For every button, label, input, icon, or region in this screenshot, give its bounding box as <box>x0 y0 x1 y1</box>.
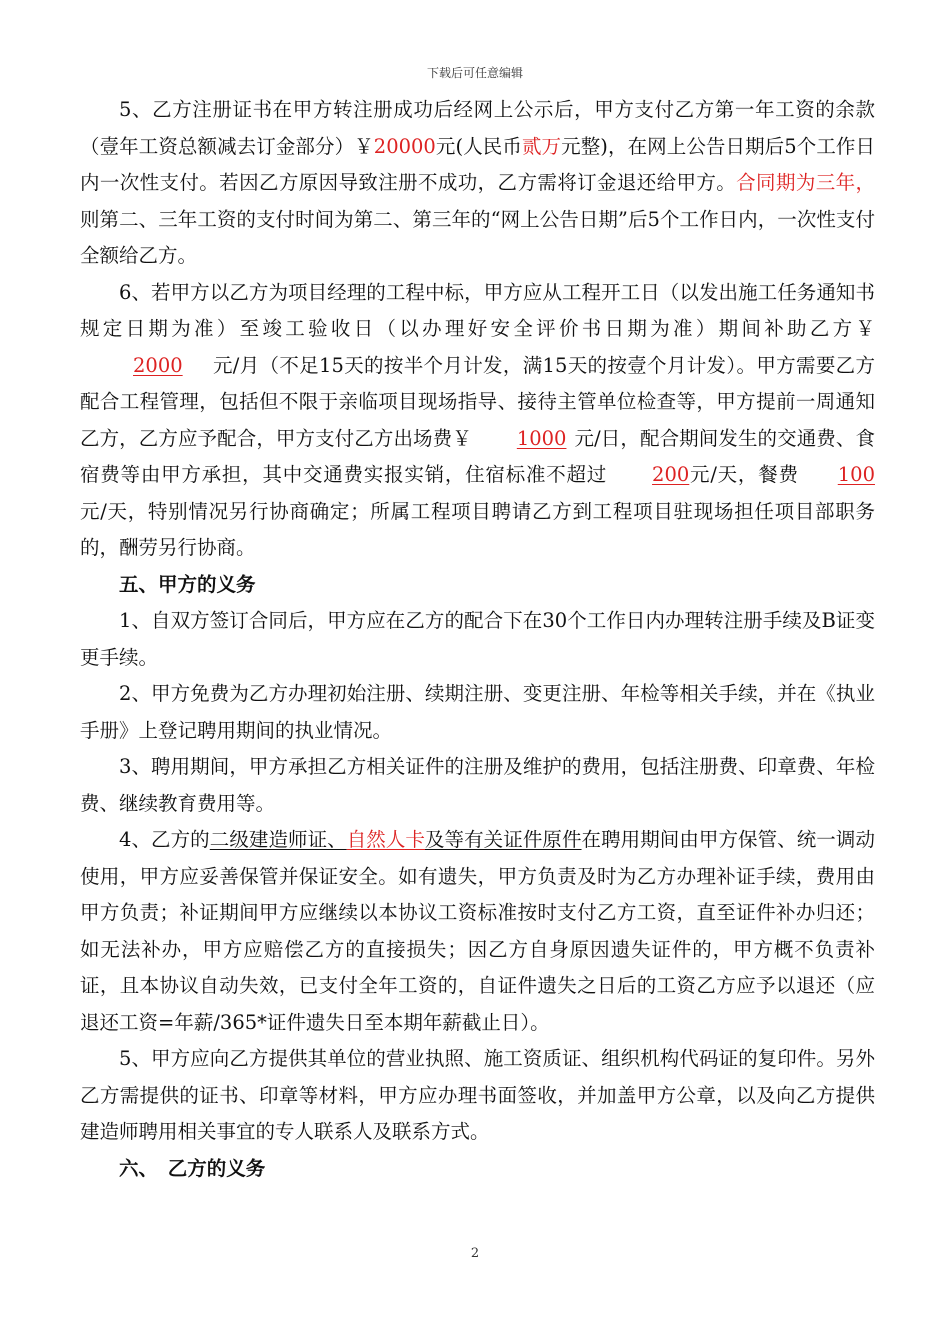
amount-value: 20000 <box>373 134 436 158</box>
paragraph-6: 6、若甲方以乙方为项目经理的工程中标，甲方应从工程开工日（以发出施工任务通知书规定日期为准）至竣工验收日（以办理好安全评价书日期为准）期间补助乙方￥2000 元/月（不足15天的按半个月计发，满15天的按壹个月计发）。甲方需要乙方配合工程管理，包括但不限于亲临项目现场指导、接待主管单位检查等，甲方提前一周通知乙方，乙方应予配合，甲方支付乙方出场费￥ 1000 元/日，配合期间发生的交通费、食宿费等由甲方承担，其中交通费实报实销，住宿标准不超过 200元/天，餐费 100元/天，特别情况另行协商确定；所属工程项目聘请乙方到工程项目驻现场担任项目部职务的，酬劳另行协商。 <box>80 280 875 559</box>
natural-person-card: 自然人卡 <box>346 828 425 851</box>
clause-5-2: 2、甲方免费为乙方办理初始注册、续期注册、变更注册、年检等相关手续，并在《执业手册》上登记聘用期间的执业情况。 <box>80 682 875 742</box>
appearance-fee-value: 1000 <box>516 426 567 450</box>
subsidy-value: 2000 <box>133 353 183 377</box>
section-6-title: 六、 乙方的义务 <box>119 1156 266 1180</box>
clause-5-1: 1、自双方签订合同后，甲方应在乙方的配合下在30个工作日内办理转注册手续及B证变更手续。 <box>80 609 875 669</box>
section-5-title: 五、甲方的义务 <box>119 572 256 596</box>
page-number: 2 <box>470 1246 480 1261</box>
clause-5-3: 3、聘用期间，甲方承担乙方相关证件的注册及维护的费用，包括注册费、印章费、年检费、继续教育费用等。 <box>80 755 875 815</box>
contract-term: 合同期为三年， <box>736 171 875 194</box>
certificates-originals: 及等有关证件原件 <box>424 828 582 851</box>
certificate-text: 二级建造师证、 <box>209 828 347 851</box>
document-body <box>80 92 875 1187</box>
amount-chinese: 贰万 <box>521 134 562 158</box>
clause-5-4: 4、乙方的二级建造师证、自然人卡及等有关证件原件在聘用期间由甲方保管、统一调动使用，甲方应妥善保管并保证安全。如有遗失，甲方负责及时为乙方办理补证手续，费用由甲方负责；补证期间甲方应继续以本协议工资标准按时支付乙方工资，直至证件补办归还；如无法补办，甲方应赔偿乙方的直接损失；因乙方自身原因遗失证件的，甲方概不负责补证，且本协议自动失效，已支付全年工资的，自证件遗失之日后的工资乙方应予以退还（应退还工资=年薪/365*证件遗失日至本期年薪截止日）。 <box>80 828 875 1034</box>
meal-value: 100 <box>837 463 875 486</box>
paragraph-5: 5、乙方注册证书在甲方转注册成功后经网上公示后，甲方支付乙方第一年工资的余款（壹年工资总额减去订金部分）￥20000元(人民币贰万元整)，在网上公告日期后5个工作日内一次性支付。若因乙方原因导致注册不成功，乙方需将订金退还给甲方。合同期为三年，则第二、三年工资的支付时间为第二、第三年的“网上公告日期”后5个工作日内，一次性支付全额给乙方。 <box>80 98 875 267</box>
page-header: 下载后可任意编辑 <box>426 66 523 80</box>
clause-5-5: 5、甲方应向乙方提供其单位的营业执照、施工资质证、组织机构代码证的复印件。另外乙方需提供的证书、印章等材料，甲方应办理书面签收，并加盖甲方公章，以及向乙方提供建造师聘用相关事宜的专人联系人及联系方式。 <box>80 1047 875 1143</box>
lodging-value: 200 <box>652 463 690 486</box>
